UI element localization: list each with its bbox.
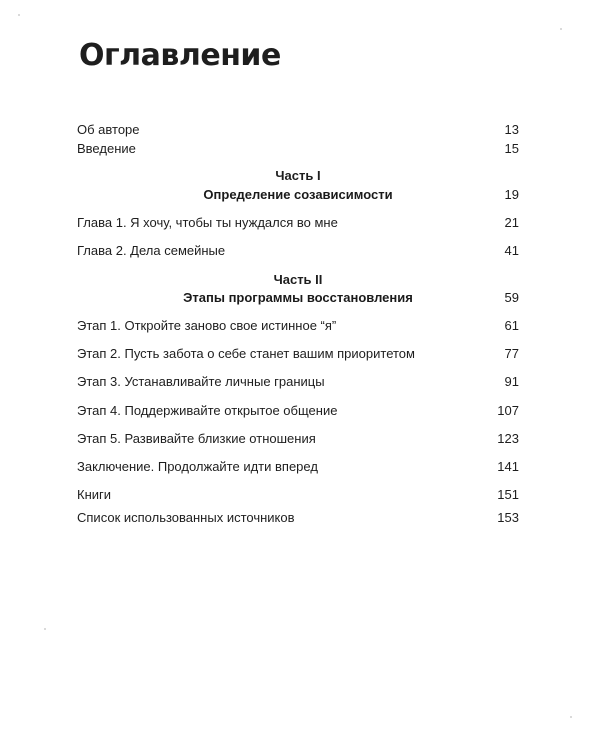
toc-entry-label: Этап 5. Развивайте близкие отношения: [77, 431, 316, 446]
toc-entry-stage-3[interactable]: [77, 373, 519, 391]
scan-speck: [44, 628, 46, 630]
toc-entry-page: 19: [504, 187, 519, 202]
toc-entry-label: Список использованных источников: [77, 510, 295, 525]
toc-entry-references[interactable]: [77, 509, 519, 527]
part-1-heading: Часть I: [275, 168, 321, 183]
scan-speck: [570, 716, 572, 718]
toc-entry-page: 151: [497, 487, 519, 502]
page-title: Оглавление: [79, 38, 281, 73]
toc-entry-page: 61: [504, 318, 519, 333]
toc-entry-page: 13: [504, 122, 519, 137]
toc-entry-chapter-1[interactable]: [77, 214, 519, 232]
toc-entry-stage-2[interactable]: [77, 345, 519, 363]
toc-entry-page: 107: [497, 403, 519, 418]
toc-entry-label: Глава 2. Дела семейные: [77, 243, 226, 258]
toc-entry-part-2[interactable]: [77, 289, 519, 307]
scan-speck: [18, 14, 20, 16]
toc-entry-page: 91: [504, 374, 519, 389]
toc-entry-stage-4[interactable]: [77, 402, 519, 420]
toc-entry-label: Этап 3. Устанавливайте личные границы: [77, 374, 325, 389]
toc-entry-label: Введение: [77, 141, 136, 156]
toc-entry-label: Этап 1. Откройте заново свое истинное “я”: [77, 318, 337, 333]
toc-entry-page: 41: [504, 243, 519, 258]
toc-entry-books[interactable]: [77, 486, 519, 504]
toc-entry-label: Этап 2. Пусть забота о себе станет вашим приоритетом: [77, 346, 415, 361]
toc-entry-chapter-2[interactable]: [77, 242, 519, 260]
toc-entry-conclusion[interactable]: [77, 458, 519, 476]
part-1-title: Определение созависимости: [203, 187, 393, 202]
part-2-heading: Часть II: [273, 272, 323, 287]
toc-entry-page: 77: [504, 346, 519, 361]
toc-entry-page: 21: [504, 215, 519, 230]
part-2-title: Этапы программы восстановления: [183, 290, 413, 305]
toc-entry-page: 153: [497, 510, 519, 525]
toc-entry-label: Об авторе: [77, 122, 140, 137]
scan-speck: [560, 28, 562, 30]
toc-entry-label: Заключение. Продолжайте идти вперед: [77, 459, 318, 474]
toc-entry-page: 123: [497, 431, 519, 446]
toc-entry-part-1[interactable]: [77, 186, 519, 204]
toc-entry-label: Глава 1. Я хочу, чтобы ты нуждался во мне: [77, 215, 338, 230]
toc-entry-page: 15: [504, 141, 519, 156]
toc-entry-about-author[interactable]: [77, 121, 519, 139]
toc-entry-introduction[interactable]: [77, 140, 519, 158]
toc-entry-stage-5[interactable]: [77, 430, 519, 448]
toc-entry-label: Книги: [77, 487, 112, 502]
toc-entry-stage-1[interactable]: [77, 317, 519, 335]
toc-entry-page: 59: [504, 290, 519, 305]
toc-entry-label: Этап 4. Поддерживайте открытое общение: [77, 403, 338, 418]
toc-entry-page: 141: [497, 459, 519, 474]
